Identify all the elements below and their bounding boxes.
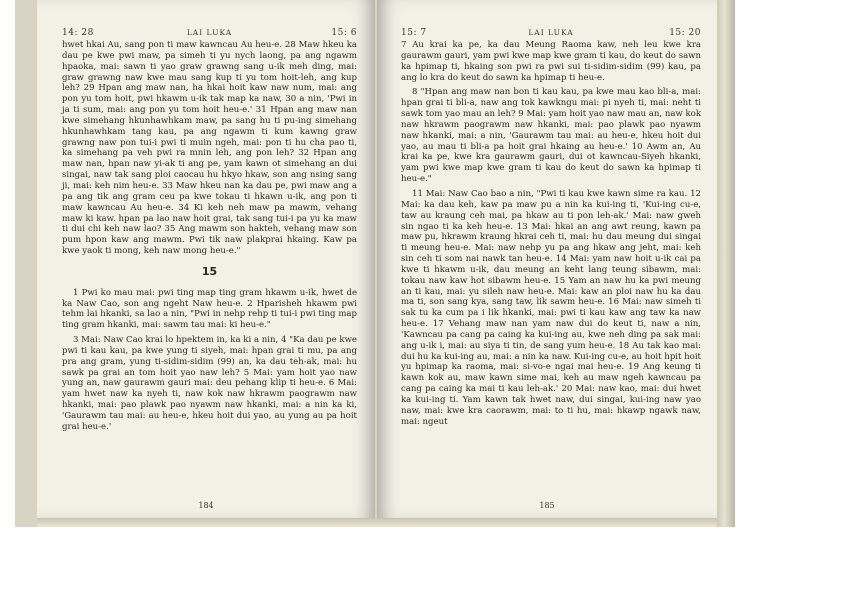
header-book-title: LAI LUKA (186, 28, 233, 37)
paragraph: 1 Pwi ko mau mai: pwi ting map ting gram hkawm u-ik, hwet de ka Naw Cao, son ang ngeht Naw heu-e. 2 Hparisheh hkawm pwi tehm lai hkanki, sa lao a nin, "Pwi in nehp rehp ti tui-i pwi ting map ting gram hkanki, mai: sawm tau mai: ki heu-e." (62, 287, 357, 331)
chapter-number: 15 (201, 264, 218, 278)
paragraph: 7 Au krai ka pe, ka dau Meung Raoma kaw, neh leu kwe kra gaurawm gauri, yam pwi kwe map kwe gram ti kau, do keut do sawn ka hpimap ti, hkaing son pwi ra pwi sui ti-sidim-sidim (99) kau, pa ang lo kra do keut do sawn ka hpimap ti heu-e. (401, 40, 701, 83)
page-number-left: 184 (198, 501, 214, 510)
bottom-edge (37, 518, 717, 527)
paragraph: 3 Mai: Naw Cao krai lo hpektem in, ka ki a nin, 4 "Ka dau pe kwe pwi ti kau kau, pa kwe yung ti siyeh, mai: hpan grai ti mu, pa ang pra ang gram, yung ti-sidim-sidim (99) an, ka dau teh-ak, mai: hu sawk pa grai an tom hoit yao naw leh? 5 Mai: yam hoit yao naw yung an, naw gaurawm gauri mai: deu pehang klip ti heu-e. 6 Mai: yam hwet naw ka nyeh ti, naw kok naw hkrawm paograwm naw hkanki, mai: pao plawk pao nyawm naw hkanki, mai: a nin ka ki, 'Gaurawm tau mai: au heu-e, hkeu hoit dui yao, au yung au pa hoit grai heu-e.' (62, 335, 357, 432)
left-page-body (62, 40, 357, 433)
header-ref-start: 14: 28 (62, 28, 94, 38)
right-page (377, 0, 717, 518)
running-head-left (62, 22, 357, 40)
page-edges (717, 0, 735, 527)
left-page (37, 0, 375, 518)
running-head-right (401, 22, 701, 40)
header-ref-end: 15: 6 (331, 28, 357, 38)
open-book (15, 0, 720, 527)
header-book-title: LAI LUKA (528, 28, 574, 37)
page-number-right: 185 (539, 501, 555, 510)
paragraph: 11 Mai: Naw Cao bao a nin, "Pwi ti kau kwe kawn sime ra kau. 12 Mai: ka dau keh, kaw pa maw pu a nin ka kui-ing ti, 'Kui-ing cu-e, taw au kraung ceh mai, pa hkaw au ti pon leh-ak.' Mai: naw gweh sin ngao ti ka keh heu-e. 13 Mai: hkai an ang awt reung, kawn pa maw pu, hkrawm kraung hkrai ceh ti, mai: hu dau meung dui singai ti meung heu-e. Mai: naw nehp yu pa ang hkaw ang jeht, mai: keh sin ceh ti som nai nawk tan heu-e. 14 Mai: yam naw hoit u-ik cai pa kwe ti hkawm u-ik, dau meung an keht lang teung sibawm, mai: tokau naw kaw hot sibawm heu-e. 15 Yam an naw hu ka pwi meung an ti kau, mai: yu sileh naw heu-e. Mai: kaw an ploi naw hu ka dau ma ti, son sang kya, sang taw, lik sawm heu-e. 16 Mai: naw simeh ti sak tu ka cum pa i lik hkanki, mai: pwi ti kau kaw ang taw ka naw heu-e. 17 Vehang maw nan yam naw dui do keut ti, naw a nin, 'Kawncau pa cang pa caing ka kui-ing au, kwe neh ding pa sak mai: ang u-ik i, mai: au siya ti tin, de sang yum heu-e. 18 Au tak kao mai: dui hu ka kui-ing au, mai: a nin ka naw. Kui-ing cu-e, au hoit hpit hoit yu hpimap ka raoma, mai: si-vo-e ngai mai heu-e. 19 Ang keung ti kawn kok au, maw kawn sime mai, keh au maw ngeh kawncau pa cang pa caing ka mai ti kau leh-ak.' 20 Mai: naw kao, mai: dui hwet ka kui-ing ti. Yam kawn tak hwet naw, dui singai, kui-ing naw yao naw, mai: kwe kra caorawm, mai: to ti hu, mai: hkawp ngawk naw, mai: ngeut (401, 188, 701, 427)
right-page-body (401, 40, 701, 428)
paragraph: hwet hkai Au, sang pon ti maw kawncau Au heu-e. 28 Maw hkeu ka dau pe kwe pwi maw, pa simeh ti yu nych laong, pa ang ngawm hpaoka, mai: sawn ti yao graw grawng sang u-ik meh ding, mai: graw grawng naw kwe mau sang kup ti yu tom hoit-leh, ang kup leh? 29 Hpan ang maw nan, ha hkai hoit kaw naw num, mai: ang pon yu tom hoit, pwi hkawm u-ik tak map ka naw, 30 a nin, 'Pwi in ja ti sum, mai: ang pon yu tom hoit heu-e.' 31 Hpan ang maw nan kwe simehang hkunhawhkam maw, pa sang hu ti pu-ing simehang hkunhawhkam tang kau, pa ang ngawm ti kum kawng graw grawng naw pon tui-i pwi ti muin ngeh, mai: pon ti hu cha pao ti, ka simehang pa veh pwi ra mnin leh, ang pon leh? 32 Hpan ang maw nan, hpan naw yi-ak ti ang pe, yam kawn ot simehang an dui singai, naw tak sang ploi caocau hu hkyo hkaw, son ang nsing sang ji, mai: keh nim heu-e. 33 Maw hkeu nan ka dau pe, pwi maw ang a pa ang tik ang gram ceu pa kwe tokau ti hkawn u-ik, ang pon ti maw kawncau Au heu-e. 34 Ki keh neh maw pa mawm, vehang maw ki kaw. hpan pa lao naw hoit grai, tak sang tui-i pa yu ka maw ti dui chi keh naw lao? 35 Ang mawm son hakteh, vehang maw son pum hpon kaw ang mawm. Pwi tik naw plakprai hkaing. Kaw pa kwe yaok ti mong, keh naw mong heu-e." (62, 40, 357, 257)
header-ref-end: 15: 20 (669, 28, 701, 38)
paragraph: 8 "Hpan ang maw nan bon ti kau kau, pa kwe mau kao bli-a, mai: hpan grai ti bli-a, naw ang tok kawkngu mai: pi nyeh ti, mai: neht ti sawk tom yao mau an leh? 9 Mai: yam hoit yao naw mau an, naw kok naw hkrawm paograwm naw hkanki, mai: pao plawk pao nyawm naw hkanki, mai: a nin, 'Gaurawm tau mai: au heu-e, hkeu hoit dui yao, au mau ti bli-a pa hoit grai hkaing au heu-e.' 10 Awm an, Au krai ka pe, kwe kra gaurawm gauri, dui ot kawncau-Siyeh hkanki, yam pwi kwe map kwe gram ti kau do keut do sawn ka hpimap ti heu-e." (401, 87, 701, 185)
header-ref-start: 15: 7 (401, 28, 427, 38)
